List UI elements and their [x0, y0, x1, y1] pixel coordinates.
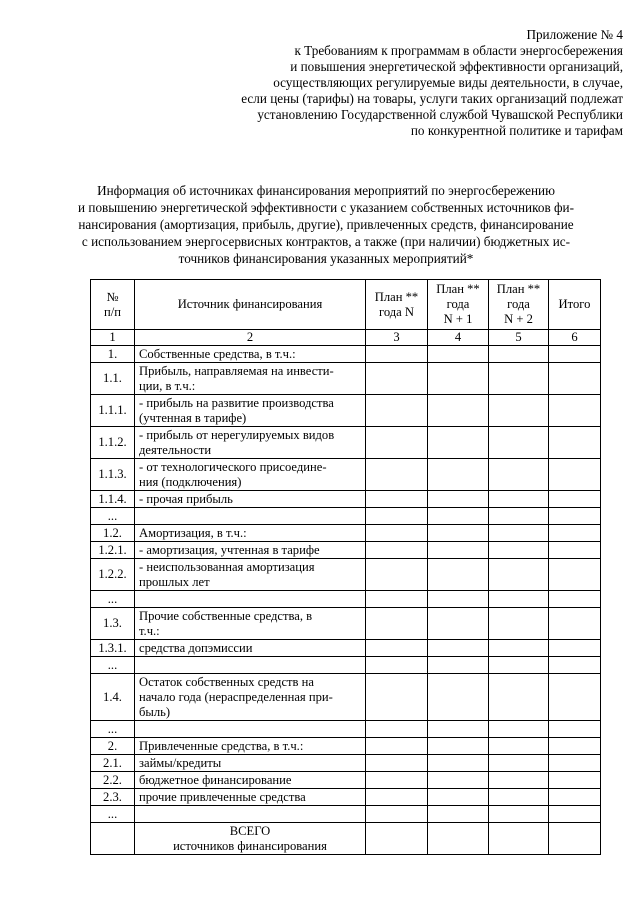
row-source-line: - прочая прибыль — [139, 491, 233, 506]
row-source-line: Амортизация, в т.ч.: — [139, 525, 247, 540]
value-cell — [549, 823, 601, 855]
table-row — [91, 459, 601, 491]
row-number: 1.2. — [91, 525, 135, 542]
value-cell — [549, 559, 601, 591]
appendix-line: по конкурентной политике и тарифам — [410, 123, 623, 138]
row-source — [135, 427, 366, 459]
header-text: План ** — [374, 289, 419, 304]
row-source-line: прочие привлеченные средства — [139, 789, 306, 804]
row-source — [135, 525, 366, 542]
value-cell — [366, 608, 428, 640]
total-text: ВСЕГО — [229, 823, 271, 838]
value-cell — [428, 508, 489, 525]
row-source-line: бюджетное финансирование — [139, 772, 292, 787]
appendix-header — [203, 27, 623, 139]
total-row — [91, 823, 601, 855]
row-number: 1.1.1. — [91, 395, 135, 427]
value-cell — [489, 525, 549, 542]
value-cell — [366, 674, 428, 721]
value-cell — [428, 395, 489, 427]
value-cell — [549, 542, 601, 559]
value-cell — [428, 525, 489, 542]
row-number: 2. — [91, 738, 135, 755]
value-cell — [489, 459, 549, 491]
row-number: 1.1.3. — [91, 459, 135, 491]
table-row — [91, 346, 601, 363]
value-cell — [489, 738, 549, 755]
heading-line: точников финансирования указанных мероприятий* — [178, 251, 474, 266]
row-number: 2.2. — [91, 772, 135, 789]
appendix-line: осуществляющих регулируемые виды деятельности, в случае, — [273, 75, 623, 90]
row-source — [135, 559, 366, 591]
value-cell — [366, 640, 428, 657]
financing-sources-table — [90, 279, 601, 855]
header-text: N + 1 — [443, 312, 473, 326]
value-cell — [366, 591, 428, 608]
value-cell — [489, 542, 549, 559]
header-text: года — [446, 297, 470, 311]
value-cell — [366, 657, 428, 674]
column-number: 3 — [366, 330, 428, 346]
header-source: Источник финансирования — [135, 280, 366, 330]
value-cell — [549, 806, 601, 823]
value-cell — [428, 657, 489, 674]
table-row — [91, 559, 601, 591]
value-cell — [489, 806, 549, 823]
value-cell — [428, 542, 489, 559]
row-source — [135, 806, 366, 823]
value-cell — [489, 508, 549, 525]
row-number: 1.3. — [91, 608, 135, 640]
value-cell — [549, 738, 601, 755]
value-cell — [428, 559, 489, 591]
value-cell — [489, 591, 549, 608]
row-number: 1.2.1. — [91, 542, 135, 559]
value-cell — [366, 508, 428, 525]
column-numbers-row — [91, 330, 601, 346]
value-cell — [428, 459, 489, 491]
value-cell — [428, 491, 489, 508]
value-cell — [366, 823, 428, 855]
heading-line: Информация об источниках финансирования мероприятий по энергосбережению — [97, 183, 555, 198]
row-source-line: Привлеченные средства, в т.ч.: — [139, 738, 304, 753]
value-cell — [366, 525, 428, 542]
value-cell — [366, 559, 428, 591]
row-source-line: (учтенная в тарифе) — [139, 410, 247, 425]
value-cell — [489, 772, 549, 789]
row-source — [135, 542, 366, 559]
value-cell — [366, 363, 428, 395]
header-total: Итого — [549, 280, 601, 330]
row-source-line: начало года (нераспределенная при- — [139, 689, 333, 704]
value-cell — [549, 363, 601, 395]
row-source-line: ции, в т.ч.: — [139, 378, 196, 393]
row-source — [135, 363, 366, 395]
value-cell — [489, 363, 549, 395]
value-cell — [489, 608, 549, 640]
row-source-line: займы/кредиты — [139, 755, 222, 770]
value-cell — [489, 789, 549, 806]
table-row — [91, 542, 601, 559]
value-cell — [489, 657, 549, 674]
table-row — [91, 608, 601, 640]
heading-line: и повышению энергетической эффективности с указанием собственных источников фи- — [78, 200, 574, 215]
row-source — [135, 346, 366, 363]
column-number: 6 — [549, 330, 601, 346]
value-cell — [549, 459, 601, 491]
row-source-line: деятельности — [139, 442, 212, 457]
row-number: 2.1. — [91, 755, 135, 772]
value-cell — [428, 346, 489, 363]
value-cell — [549, 525, 601, 542]
table-row — [91, 721, 601, 738]
appendix-line: к Требованиям к программам в области энергосбережения — [294, 43, 623, 58]
value-cell — [549, 721, 601, 738]
value-cell — [549, 395, 601, 427]
value-cell — [428, 823, 489, 855]
table-row — [91, 427, 601, 459]
value-cell — [428, 591, 489, 608]
value-cell — [428, 640, 489, 657]
row-number: 1.1.2. — [91, 427, 135, 459]
table-row — [91, 755, 601, 772]
row-source — [135, 772, 366, 789]
column-number: 1 — [91, 330, 135, 346]
row-source-line: ния (подключения) — [139, 474, 242, 489]
row-source — [135, 640, 366, 657]
column-number: 4 — [428, 330, 489, 346]
value-cell — [428, 806, 489, 823]
value-cell — [428, 789, 489, 806]
header-text: План ** — [496, 282, 541, 296]
value-cell — [366, 755, 428, 772]
table-row — [91, 789, 601, 806]
row-source — [135, 395, 366, 427]
table-row — [91, 674, 601, 721]
total-text: источников финансирования — [173, 838, 327, 853]
header-text: N + 2 — [504, 312, 533, 326]
row-source-line: прошлых лет — [139, 574, 210, 589]
value-cell — [489, 674, 549, 721]
row-source-line: - от технологического присоедине- — [139, 459, 327, 474]
row-number: 1. — [91, 346, 135, 363]
table-body — [91, 346, 601, 823]
value-cell — [489, 755, 549, 772]
column-number: 5 — [489, 330, 549, 346]
document-heading — [28, 182, 624, 267]
row-source-line: средства допэмиссии — [139, 640, 253, 655]
value-cell — [489, 346, 549, 363]
header-plan-n2 — [489, 280, 549, 330]
value-cell — [428, 427, 489, 459]
row-number: ... — [91, 591, 135, 608]
row-source — [135, 508, 366, 525]
row-source-line: т.ч.: — [139, 623, 160, 638]
table-row — [91, 738, 601, 755]
table-row — [91, 806, 601, 823]
value-cell — [489, 640, 549, 657]
row-source-line: - неиспользованная амортизация — [139, 559, 315, 574]
header-text: года — [507, 297, 530, 311]
value-cell — [366, 789, 428, 806]
value-cell — [428, 363, 489, 395]
table-row — [91, 772, 601, 789]
row-number: ... — [91, 806, 135, 823]
value-cell — [549, 657, 601, 674]
appendix-line: и повышения энергетической эффективности организаций, — [290, 59, 623, 74]
row-number: 1.1. — [91, 363, 135, 395]
table-row — [91, 395, 601, 427]
value-cell — [366, 427, 428, 459]
appendix-line: если цены (тарифы) на товары, услуги таких организаций подлежат — [241, 91, 623, 106]
header-text: № — [106, 289, 119, 304]
total-no-cell — [91, 823, 135, 855]
row-source — [135, 491, 366, 508]
row-number: 2.3. — [91, 789, 135, 806]
row-number: 1.4. — [91, 674, 135, 721]
value-cell — [428, 772, 489, 789]
row-source-line: - амортизация, учтенная в тарифе — [139, 542, 320, 557]
value-cell — [549, 491, 601, 508]
heading-line: нансирования (амортизация, прибыль, другие), привлеченных средств, финансирование — [78, 217, 574, 232]
table-row — [91, 640, 601, 657]
row-source — [135, 674, 366, 721]
value-cell — [549, 789, 601, 806]
row-source-line: быль) — [139, 704, 171, 719]
row-source-line: Собственные средства, в т.ч.: — [139, 346, 296, 361]
row-source — [135, 721, 366, 738]
table-row — [91, 363, 601, 395]
row-source — [135, 738, 366, 755]
value-cell — [549, 346, 601, 363]
value-cell — [549, 674, 601, 721]
row-number: ... — [91, 721, 135, 738]
header-plan-n — [366, 280, 428, 330]
column-number: 2 — [135, 330, 366, 346]
row-source — [135, 755, 366, 772]
value-cell — [489, 427, 549, 459]
value-cell — [549, 427, 601, 459]
value-cell — [489, 721, 549, 738]
row-source-line: Прибыль, направляемая на инвести- — [139, 363, 334, 378]
appendix-title: Приложение № 4 — [526, 27, 623, 42]
value-cell — [366, 395, 428, 427]
value-cell — [489, 559, 549, 591]
row-source-line: Прочие собственные средства, в — [139, 608, 313, 623]
row-source-line: - прибыль от нерегулируемых видов — [139, 427, 335, 442]
row-number: 1.3.1. — [91, 640, 135, 657]
value-cell — [489, 491, 549, 508]
heading-line: с использованием энергосервисных контрактов, а также (при наличии) бюджетных ис- — [81, 234, 571, 249]
value-cell — [489, 823, 549, 855]
value-cell — [549, 772, 601, 789]
value-cell — [489, 395, 549, 427]
value-cell — [366, 738, 428, 755]
header-text: п/п — [104, 304, 121, 319]
value-cell — [428, 608, 489, 640]
value-cell — [549, 608, 601, 640]
value-cell — [366, 459, 428, 491]
value-cell — [366, 806, 428, 823]
total-label — [135, 823, 366, 855]
table-row — [91, 657, 601, 674]
value-cell — [549, 755, 601, 772]
row-source — [135, 657, 366, 674]
value-cell — [366, 721, 428, 738]
value-cell — [549, 640, 601, 657]
value-cell — [428, 738, 489, 755]
value-cell — [366, 542, 428, 559]
row-source — [135, 459, 366, 491]
table-row — [91, 508, 601, 525]
row-source — [135, 591, 366, 608]
value-cell — [428, 721, 489, 738]
table-row — [91, 591, 601, 608]
value-cell — [428, 674, 489, 721]
table-row — [91, 491, 601, 508]
table-header-row — [91, 280, 601, 330]
value-cell — [549, 508, 601, 525]
row-source — [135, 608, 366, 640]
row-source — [135, 789, 366, 806]
row-source-line: Остаток собственных средств на — [139, 674, 314, 689]
value-cell — [428, 755, 489, 772]
row-number: ... — [91, 508, 135, 525]
value-cell — [366, 491, 428, 508]
header-text: План ** — [436, 282, 480, 296]
appendix-line: установлению Государственной службой Чувашской Республики — [257, 107, 623, 122]
value-cell — [366, 346, 428, 363]
row-number: 1.2.2. — [91, 559, 135, 591]
row-source-line: - прибыль на развитие производства — [139, 395, 334, 410]
row-number: 1.1.4. — [91, 491, 135, 508]
header-text: года N — [378, 304, 415, 319]
header-no — [91, 280, 135, 330]
header-plan-n1 — [428, 280, 489, 330]
table-row — [91, 525, 601, 542]
row-number: ... — [91, 657, 135, 674]
value-cell — [366, 772, 428, 789]
value-cell — [549, 591, 601, 608]
